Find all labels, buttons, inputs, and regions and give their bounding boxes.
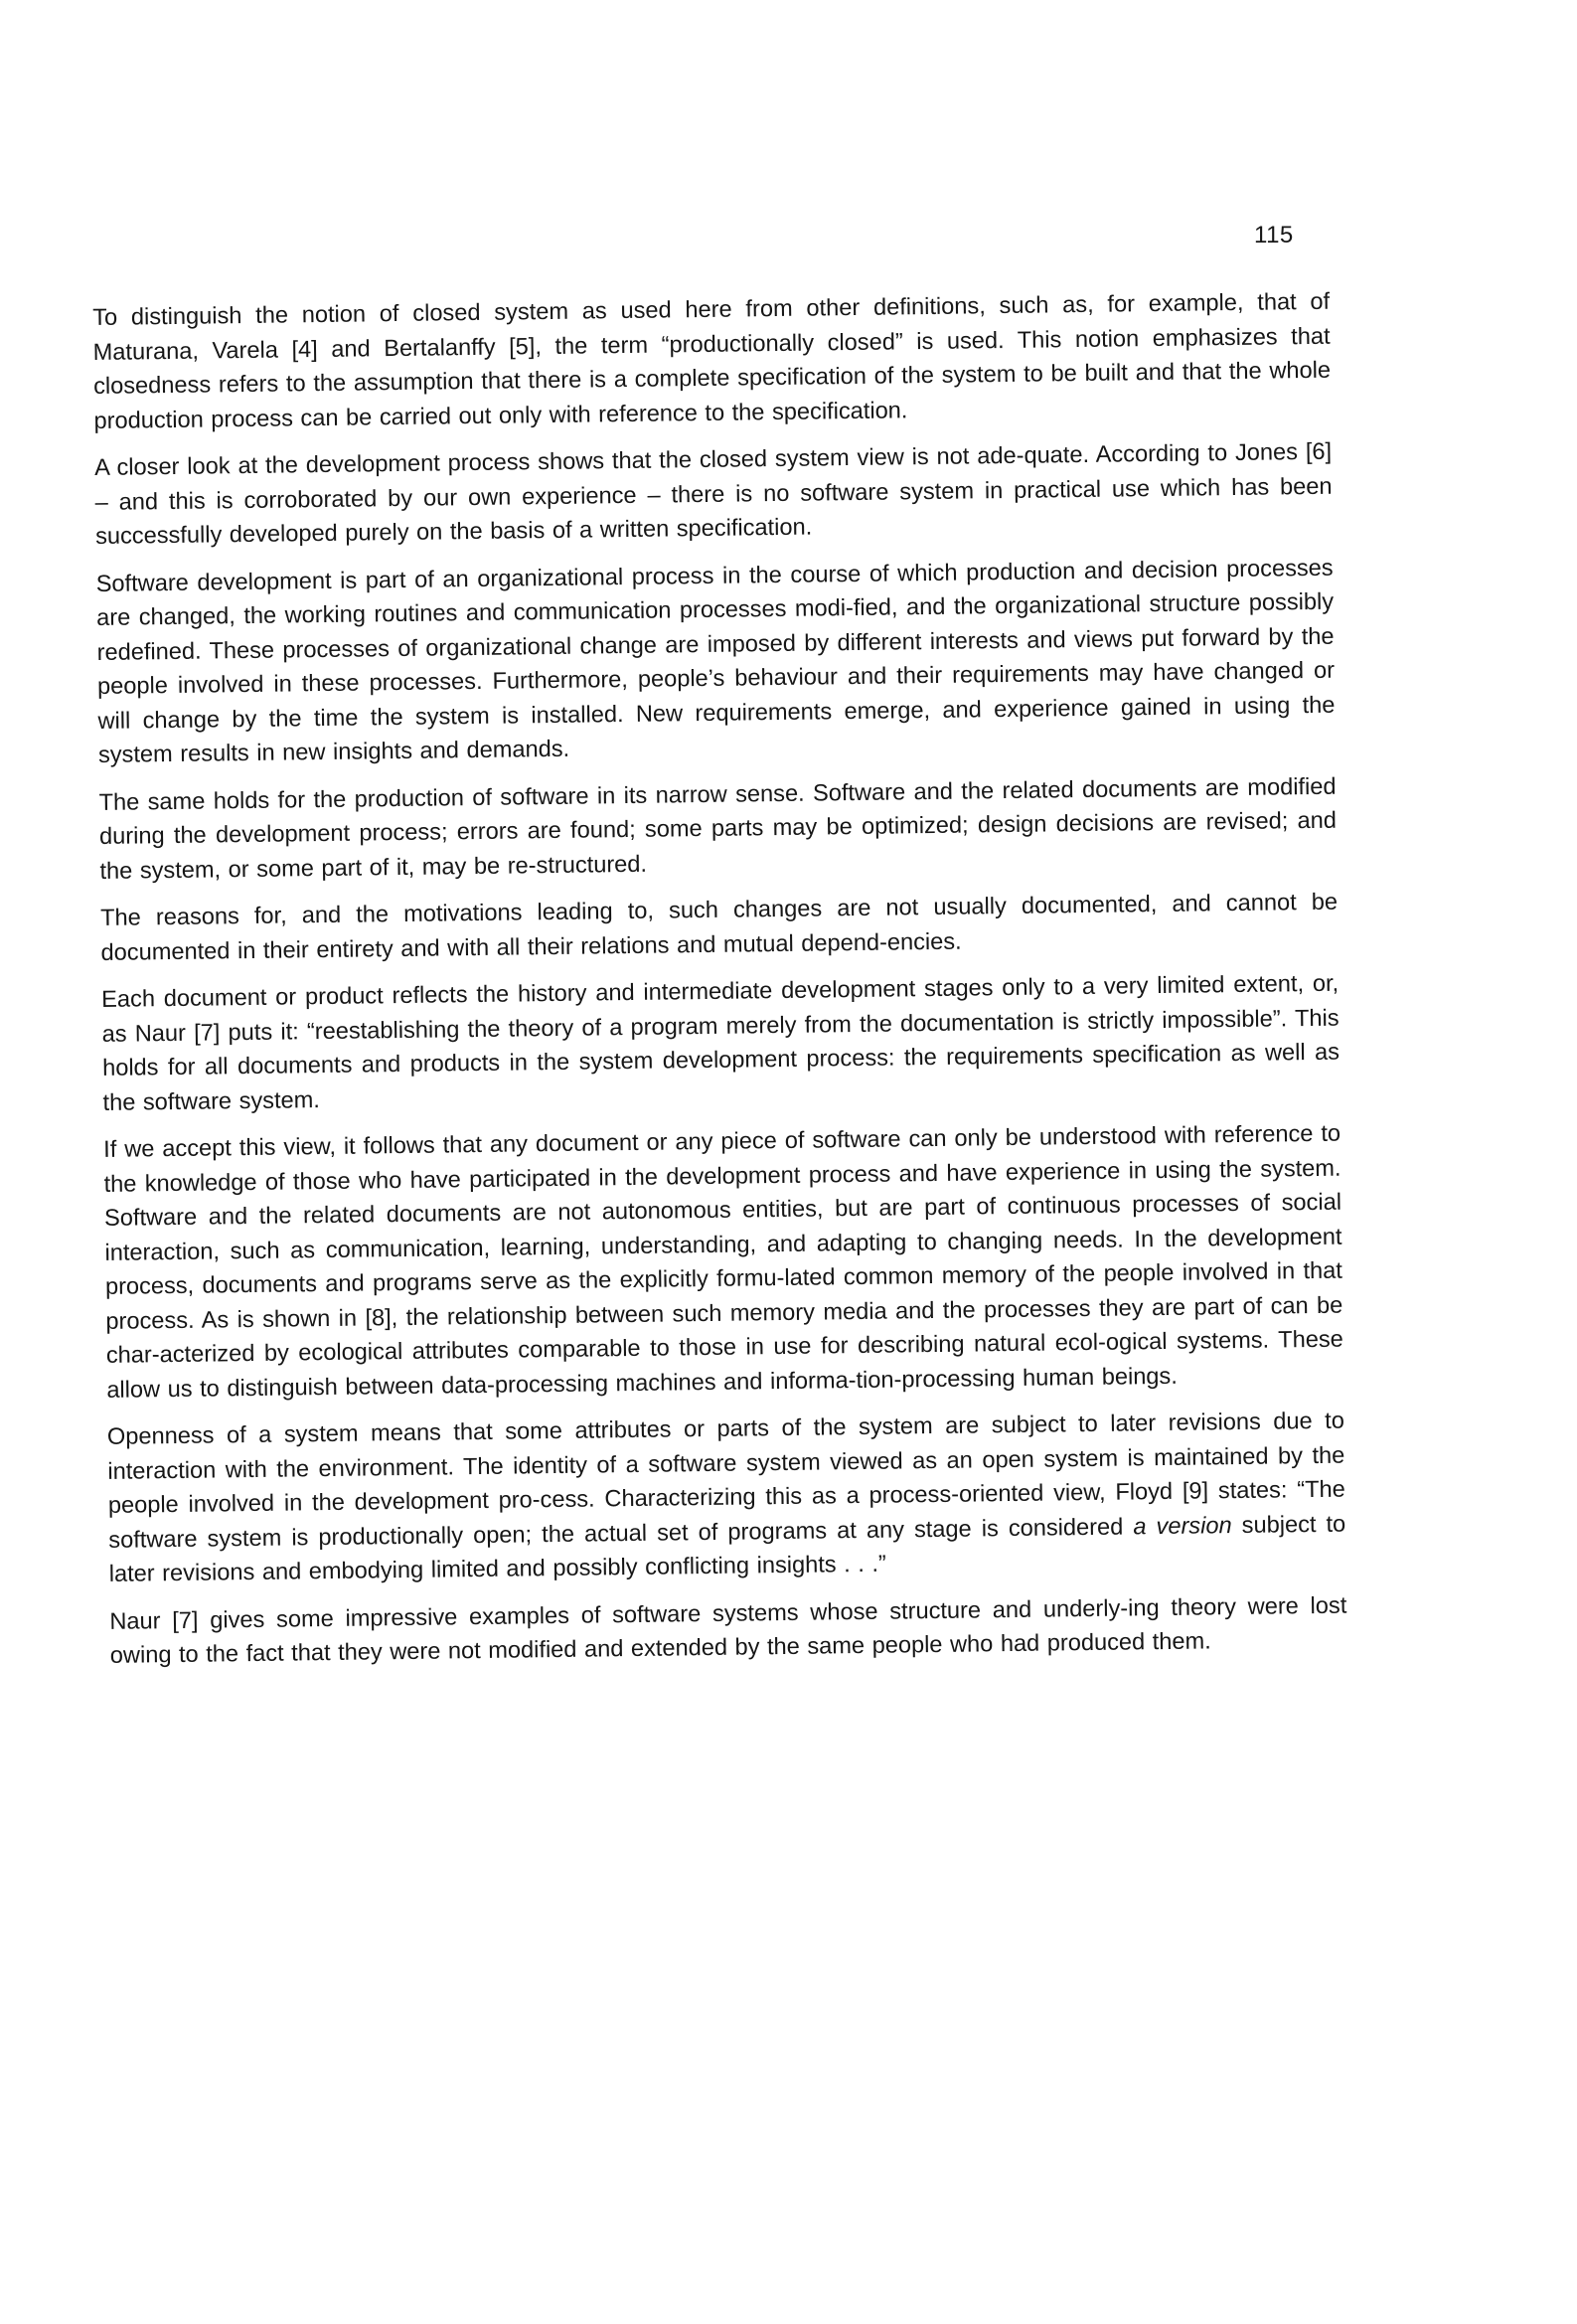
paragraph-openness [107, 1405, 1346, 1592]
paragraph-closed-view-inadequate: A closer look at the development process shows that the closed system view is not ade-quate. According to Jones [6] – and this is corroborated by our own experience – there is no software system in practical use which has been successfully developed purely on the basis of a written specification. [94, 438, 1333, 550]
paragraph-reasons-undocumented: The reasons for, and the motivations leading to, such changes are not usually documented, and cannot be documented in their entirety and with all their relations and mutual depend-encies. [99, 889, 1339, 966]
paragraph-document-history: Each document or product reflects the history and intermediate development stages only to a very limited extent, or, as Naur [7] puts it: “reestablishing the theory of a program merely from the documentation is strictly impossible”. This holds for all documents and products in the system development process: the requirements specification as well as the software system. [101, 970, 1340, 1116]
page-number: 115 [1254, 222, 1294, 249]
paragraph-naur-examples: Naur [7] gives some impressive examples of software systems whose structure and underly-ing theory were lost owing to the fact that they were not modified and extended by the same people who had produced them. [109, 1592, 1347, 1669]
openness-text-after: subject to later revisions and embodying limited and possibly conflicting insights . . .” [108, 1511, 1346, 1587]
paragraph-social-interaction: If we accept this view, it follows that any document or any piece of software can only be understood with reference to the knowledge of those who have participated in the development process and have experience in using the system. Software and the related documents are not autonomous entities, but are part of continuous processes of social interaction, such as communication, learning, understanding, and adapting to changing needs. In the development process, documents and programs serve as the explicitly formu-lated common memory of the people involved in that process. As is shown in [8], the relationship between such memory media and the processes they are part of can be char-acterized by ecological attributes comparable to those in use for describing natural ecol-ogical systems. These allow us to distinguish between data-processing machines and informa-tion-processing human beings. [103, 1120, 1343, 1404]
paragraph-productionally-closed: To distinguish the notion of closed system as used here from other definitions, such as, for example, that of Maturana, Varela [4] and Bertalanffy [5], the term “productionally closed” is used. This notion emphasizes that closedness refers to the assumption that there is a complete specification of the system to be built and that the whole production process can be carried out only with reference to the specification. [92, 288, 1332, 434]
body-text [92, 285, 1347, 1687]
openness-text-before: Openness of a system means that some attributes or parts of the system are subject to later revisions due to interaction with the environment. The identity of a software system viewed as an open system is maintained by the people involved in the development pro-cess. Characterizing this as a process-oriented view, Floyd [9] states: “The software system is productionally open; the actual set of programs at any stage is considered [106, 1408, 1345, 1554]
paragraph-organizational-process: Software development is part of an organizational process in the course of which production and decision processes are changed, the working routines and communication processes modi-fied, and the organizational structure possibly redefined. These processes of organizational change are imposed by different interests and views put forward by the people involved in these processes. Furthermore, people’s behaviour and their requirements may have changed or will change by the time the system is installed. New requirements emerge, and experience gained in using the system results in new insights and demands. [95, 555, 1336, 768]
openness-emphasis: a version [1133, 1512, 1232, 1540]
paragraph-software-production: The same holds for the production of software in its narrow sense. Software and the related documents are modified during the development process; errors are found; some parts may be optimized; design decisions are revised; and the system, or some part of it, may be re-structured. [98, 773, 1338, 885]
